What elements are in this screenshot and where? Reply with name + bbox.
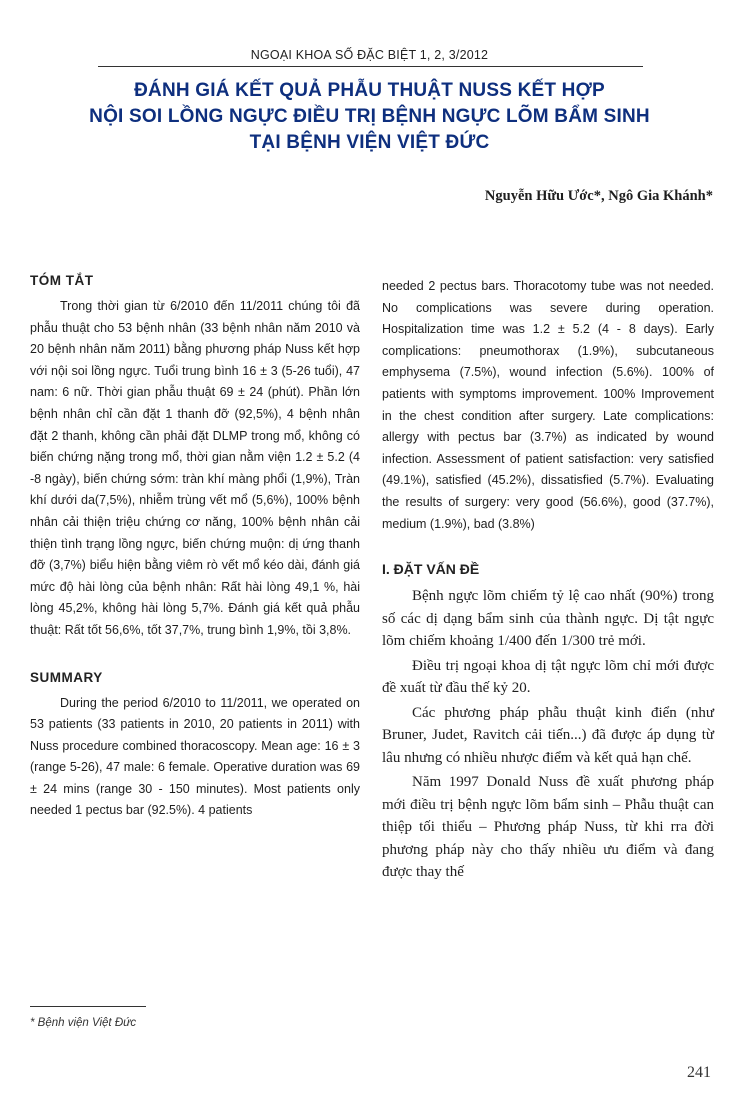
journal-header: NGOẠI KHOA SỐ ĐẶC BIỆT 1, 2, 3/2012 xyxy=(250,48,489,62)
header-rule xyxy=(98,66,643,67)
article-title xyxy=(40,78,699,156)
section-1-paragraph: Năm 1997 Donald Nuss đề xuất phương pháp mới điều trị bệnh ngực lõm bẩm sinh – Phẫu thuật can thiệp tối thiểu – Phương pháp Nuss, từ khi rra đời phương pháp này cho thấy nhiều ưu điểm và đang được thay thế xyxy=(382,774,714,881)
abstract-vi-heading: TÓM TẮT xyxy=(30,273,94,288)
title-line-3: TẠI BỆNH VIỆN VIỆT ĐỨC xyxy=(249,132,490,153)
section-1-paragraph: Điều trị ngoại khoa dị tật ngực lõm chỉ mới được đề xuất từ đầu thế kỷ 20. xyxy=(382,657,714,697)
title-line-1: ĐÁNH GIÁ KẾT QUẢ PHẪU THUẬT NUSS KẾT HỢP xyxy=(134,80,605,101)
title-line-2: NỘI SOI LỒNG NGỰC ĐIỀU TRỊ BỆNH NGỰC LÕM BẨM SINH xyxy=(89,106,650,127)
page-number: 241 xyxy=(687,1064,711,1081)
abstract-vi-text: Trong thời gian từ 6/2010 đến 11/2011 chúng tôi đã phẫu thuật cho 53 bệnh nhân (33 bệnh nhân năm 2010 và 20 bệnh nhân năm 2011) bằng phương pháp Nuss kết hợp với nội soi lồng ngực. Tuổi trung bình 16 ± 3 (5-26 tuổi), 47 nam: 6 nữ. Thời gian phẫu thuật 69 ± 24 (phút). Phần lớn bệnh nhân chỉ cần đặt 1 thanh đỡ (92,5%), 4 bệnh nhân đặt 2 thanh, không cần phải đặt DLMP trong mổ, không có biến chứng nặng trong mổ, thời gian nằm viện 1.2 ± 5.2 (4 -8 ngày), biến chứng sớm: tràn khí màng phổi (1,9%), Tràn khí dưới da(7,5%), nhiễm trùng vết mổ (5,6%), 100% bệnh nhân cải thiện triệu chứng cơ năng, 100% bệnh nhân cải thiện tình trạng lồng ngực, biến chứng muộn: dị ứng thanh đỡ (3,7%) biểu hiện bằng viêm rò vết mổ kéo dài, đánh giá mức độ hài lòng của bệnh nhân: Rất hài lòng 49,1 %, hài lòng 45,2%, không hài lòng 5,7%. Đánh giá kết quả phẫu thuật: Rất tốt 56,6%, tốt 37,7%, trung bình 1,9%, tồi 3,8%. xyxy=(30,299,360,637)
section-1-paragraph: Các phương pháp phẫu thuật kinh điển (như Bruner, Judet, Ravitch cải tiến...) đã được áp dụng từ lâu nhưng có nhiều nhược điểm và kết quả hạn chế. xyxy=(382,704,714,766)
summary-heading: SUMMARY xyxy=(30,669,103,685)
section-1-heading: I. ĐẶT VẤN ĐỀ xyxy=(382,561,480,578)
section-1-paragraph: Bệnh ngực lõm chiếm tỷ lệ cao nhất (90%) trong số các dị dạng bẩm sinh của thành ngực. Dị tật ngực lõm chiếm khoảng 1/400 đến 1/300 trẻ mới. xyxy=(382,588,714,650)
left-column xyxy=(30,273,360,822)
footnote: * Bệnh viện Việt Đức xyxy=(30,1017,137,1029)
right-column xyxy=(382,276,714,886)
summary-text-part-2: needed 2 pectus bars. Thoracotomy tube was not needed. No complications was severe during operation. Hospitalization time was 1.2 ± 5.2 (4 - 8 days). Early complications: pneumothorax (1.9%), subcutaneous emphysema (7.5%), wound infection (5.6%). 100% of patients with symptoms improvement. 100% Improvement in the chest condition after surgery. Late complications: allergy with pectus bar (3.7%) as indicated by wound infection. Assessment of patient satisfaction: very satisfied (49.1%), satisfied (45.2%), dissatisfied (5.7%). Evaluating the results of surgery: very good (56.6%), good (37.7%), medium (1.9%), bad (3.8%) xyxy=(382,279,714,531)
authors: Nguyễn Hữu Ước*, Ngô Gia Khánh* xyxy=(484,188,713,204)
footnote-rule xyxy=(30,1006,146,1007)
summary-text-part-1: During the period 6/2010 to 11/2011, we operated on 53 patients (33 patients in 2010, 20 patients in 2011) with Nuss procedure combined thoracoscopy. Mean age: 16 ± 3 (range 5-26), 47 male: 6 female. Operative duration was 69 ± 24 mins (range 30 - 150 minutes). Most patients only needed 1 pectus bar (92.5%). 4 patients xyxy=(30,695,360,818)
